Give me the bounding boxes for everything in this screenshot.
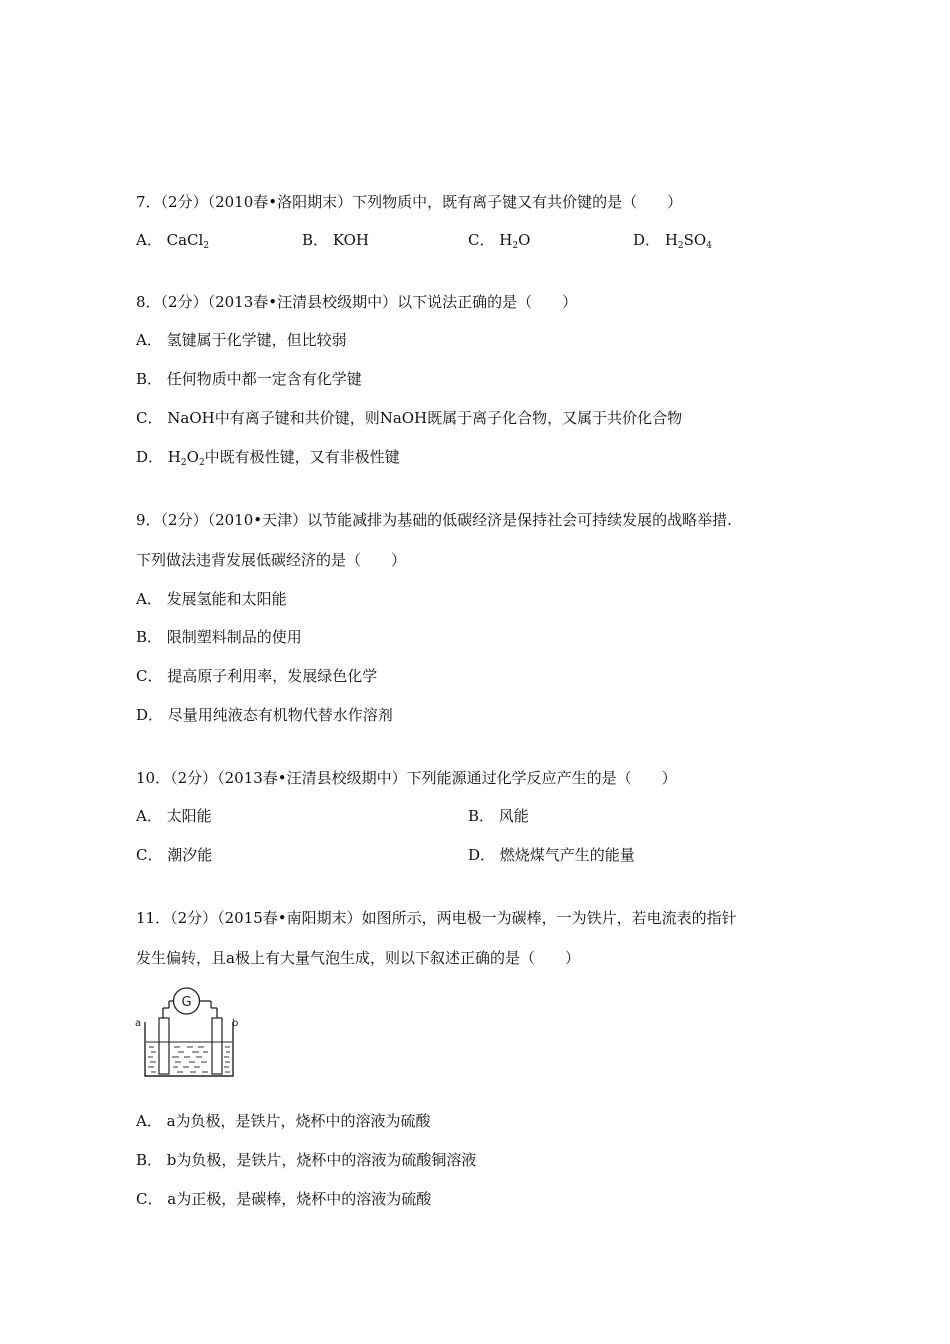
q11-option-c: C． a为正极，是碳棒，烧杯中的溶液为硫酸 bbox=[136, 1190, 432, 1208]
q8-option-d: D． $H_2O_2$中既有极性键，又有非极性键 bbox=[136, 448, 400, 468]
q7-option-d: D． $H_2SO_4$ bbox=[633, 231, 712, 251]
galvanometer-label: G bbox=[181, 995, 192, 1010]
q10-option-a: A． 太阳能 bbox=[136, 807, 212, 825]
q9-option-b: B． 限制塑料制品的使用 bbox=[136, 628, 302, 646]
q7-options bbox=[136, 230, 816, 250]
q11-stem-line2: 发生偏转，且a极上有大量气泡生成，则以下叙述正确的是（ ） bbox=[136, 949, 580, 967]
q9-stem-line2: 下列做法违背发展低碳经济的是（ ） bbox=[136, 551, 407, 569]
q10-option-d: D． 燃烧煤气产生的能量 bbox=[468, 846, 635, 864]
q11-option-a: A． a为负极，是铁片，烧杯中的溶液为硫酸 bbox=[136, 1112, 431, 1130]
q7-option-c: C． $H_2O$ bbox=[468, 231, 531, 251]
q8-option-a: A． 氢键属于化学键，但比较弱 bbox=[136, 331, 347, 349]
q9-option-a: A． 发展氢能和太阳能 bbox=[136, 590, 287, 608]
q7-option-a: A． CaCl$_2$ bbox=[136, 231, 210, 251]
q7-option-b: B． KOH bbox=[302, 231, 369, 249]
q9-option-d: D． 尽量用纯液态有机物代替水作溶剂 bbox=[136, 706, 393, 724]
q10-options-row2 bbox=[136, 845, 816, 865]
q9-stem-line1: 9．（2分）（2010•天津）以节能减排为基础的低碳经济是保持社会可持续发展的战略举措. bbox=[136, 511, 732, 529]
q11-stem-line1: 11．（2分）（2015春•南阳期末）如图所示，两电极一为碳棒，一为铁片，若电流表的指针 bbox=[136, 909, 737, 927]
q8-option-c: C． NaOH中有离子键和共价键，则NaOH既属于离子化合物，又属于共价化合物 bbox=[136, 409, 683, 427]
q9-option-c: C． 提高原子利用率，发展绿色化学 bbox=[136, 667, 378, 685]
q7-stem: 7．（2分）（2010春•洛阳期末）下列物质中，既有离子键又有共价键的是（ ） bbox=[136, 193, 683, 211]
q8-option-b: B． 任何物质中都一定含有化学键 bbox=[136, 370, 362, 388]
q10-stem: 10．（2分）（2013春•汪清县校级期中）下列能源通过化学反应产生的是（ ） bbox=[136, 769, 677, 787]
q11-option-b: B． b为负极，是铁片，烧杯中的溶液为硫酸铜溶液 bbox=[136, 1151, 477, 1169]
q10-option-b: B． 风能 bbox=[468, 807, 529, 825]
q10-options-row1 bbox=[136, 806, 816, 826]
q10-option-c: C． 潮汐能 bbox=[136, 846, 213, 864]
electrode-a bbox=[159, 1018, 169, 1074]
electrode-b bbox=[212, 1018, 222, 1074]
q8-stem: 8．（2分）（2013春•汪清县校级期中）以下说法正确的是（ ） bbox=[136, 293, 578, 311]
electrode-a-label: a bbox=[135, 1018, 142, 1029]
electrode-b-label: b bbox=[232, 1018, 239, 1029]
galvanic-cell-diagram bbox=[132, 984, 244, 1078]
